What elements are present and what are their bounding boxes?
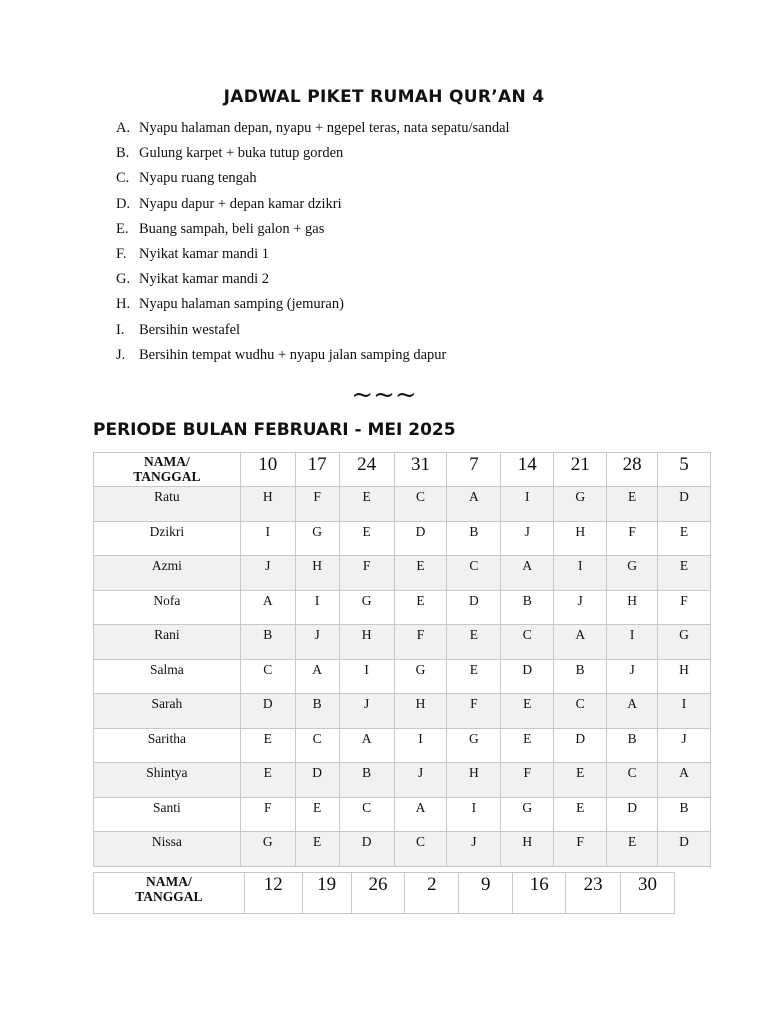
task-cell: C <box>554 694 607 729</box>
task-cell: J <box>295 625 339 660</box>
schedule-table-2 <box>93 872 675 914</box>
task-cell: A <box>295 659 339 694</box>
task-cell: B <box>339 763 394 798</box>
task-cell: C <box>501 625 554 660</box>
task-cell: E <box>394 556 447 591</box>
task-letter: G. <box>116 271 131 288</box>
task-cell: D <box>501 659 554 694</box>
task-cell: J <box>339 694 394 729</box>
date-header: 26 <box>351 873 405 914</box>
task-letter: E. <box>116 220 129 237</box>
task-cell: J <box>658 728 711 763</box>
task-cell: A <box>240 590 295 625</box>
date-header: 14 <box>501 453 554 487</box>
task-cell: D <box>240 694 295 729</box>
task-cell: G <box>658 625 711 660</box>
task-text: Gulung karpet + buka tutup gorden <box>139 145 344 162</box>
date-header: 5 <box>658 453 711 487</box>
task-cell: G <box>394 659 447 694</box>
task-cell: E <box>240 763 295 798</box>
member-name: Salma <box>94 659 241 694</box>
task-cell: J <box>394 763 447 798</box>
separator: ~~~ <box>351 380 417 410</box>
task-text: Nyapu halaman depan, nyapu + ngepel teras, nata sepatu/sandal <box>139 120 510 136</box>
task-cell: I <box>607 625 658 660</box>
task-cell: D <box>394 521 447 556</box>
task-letter: H. <box>116 296 131 313</box>
task-cell: G <box>240 832 295 867</box>
task-cell: F <box>607 521 658 556</box>
task-cell: H <box>554 521 607 556</box>
task-cell: E <box>658 521 711 556</box>
task-cell: B <box>295 694 339 729</box>
member-name: Rani <box>94 625 241 660</box>
task-cell: I <box>240 521 295 556</box>
task-cell: E <box>501 694 554 729</box>
task-cell: F <box>658 590 711 625</box>
table-row <box>94 659 711 694</box>
task-item <box>116 345 510 370</box>
task-cell: I <box>295 590 339 625</box>
task-cell: H <box>658 659 711 694</box>
task-text: Bersihin tempat wudhu + nyapu jalan samping dapur <box>139 346 447 363</box>
task-cell: J <box>447 832 501 867</box>
task-text: Bersihin westafel <box>139 321 241 338</box>
task-cell: C <box>394 832 447 867</box>
task-cell: C <box>394 487 447 522</box>
task-cell: H <box>394 694 447 729</box>
task-cell: G <box>554 487 607 522</box>
task-item <box>116 168 510 193</box>
header-line-2: TANGGAL <box>135 889 203 904</box>
schedule-table-1 <box>93 452 711 867</box>
task-cell: C <box>240 659 295 694</box>
header-line-2: TANGGAL <box>133 469 201 484</box>
task-cell: G <box>339 590 394 625</box>
date-header: 2 <box>405 873 459 914</box>
task-cell: H <box>339 625 394 660</box>
task-item <box>116 143 510 168</box>
task-cell: E <box>501 728 554 763</box>
task-cell: A <box>607 694 658 729</box>
task-cell: A <box>658 763 711 798</box>
date-header: 10 <box>240 453 295 487</box>
table-row <box>94 487 711 522</box>
date-header: 16 <box>513 873 566 914</box>
task-cell: I <box>394 728 447 763</box>
task-cell: C <box>339 797 394 832</box>
task-cell: E <box>339 487 394 522</box>
task-cell: A <box>339 728 394 763</box>
task-cell: E <box>295 832 339 867</box>
task-cell: G <box>501 797 554 832</box>
date-header: 17 <box>295 453 339 487</box>
table-row <box>94 694 711 729</box>
task-cell: C <box>447 556 501 591</box>
task-cell: I <box>501 487 554 522</box>
table-row <box>94 728 711 763</box>
name-date-header <box>94 453 241 487</box>
task-cell: B <box>607 728 658 763</box>
task-cell: J <box>554 590 607 625</box>
date-header: 30 <box>621 873 675 914</box>
task-letter: I. <box>116 321 125 338</box>
task-item <box>116 320 510 345</box>
task-cell: J <box>240 556 295 591</box>
member-name: Dzikri <box>94 521 241 556</box>
task-cell: H <box>240 487 295 522</box>
table-row <box>94 832 711 867</box>
member-name: Saritha <box>94 728 241 763</box>
member-name: Ratu <box>94 487 241 522</box>
task-cell: A <box>447 487 501 522</box>
table-row <box>94 556 711 591</box>
task-cell: A <box>501 556 554 591</box>
task-cell: E <box>240 728 295 763</box>
header-line-1: NAMA/ <box>144 454 190 469</box>
task-cell: F <box>295 487 339 522</box>
task-cell: E <box>447 625 501 660</box>
task-cell: I <box>339 659 394 694</box>
task-text: Nyapu dapur + depan kamar dzikri <box>139 195 342 212</box>
task-cell: H <box>295 556 339 591</box>
task-item <box>116 244 510 269</box>
table-header-row <box>94 873 675 914</box>
task-cell: I <box>554 556 607 591</box>
date-header: 21 <box>554 453 607 487</box>
member-name: Azmi <box>94 556 241 591</box>
task-item <box>116 118 510 143</box>
task-cell: C <box>607 763 658 798</box>
task-cell: E <box>658 556 711 591</box>
table-header-row <box>94 453 711 487</box>
member-name: Nissa <box>94 832 241 867</box>
task-cell: F <box>501 763 554 798</box>
task-cell: J <box>607 659 658 694</box>
task-cell: F <box>447 694 501 729</box>
member-name: Santi <box>94 797 241 832</box>
table-row <box>94 797 711 832</box>
task-cell: A <box>554 625 607 660</box>
date-header: 9 <box>459 873 513 914</box>
task-item <box>116 294 510 319</box>
member-name: Sarah <box>94 694 241 729</box>
task-text: Nyapu ruang tengah <box>139 170 257 187</box>
task-cell: F <box>240 797 295 832</box>
date-header: 23 <box>566 873 621 914</box>
date-header: 31 <box>394 453 447 487</box>
task-cell: D <box>295 763 339 798</box>
task-cell: G <box>295 521 339 556</box>
task-item <box>116 219 510 244</box>
name-date-header <box>94 873 245 914</box>
task-letter: D. <box>116 195 131 212</box>
date-header: 19 <box>302 873 351 914</box>
task-cell: B <box>240 625 295 660</box>
task-cell: J <box>501 521 554 556</box>
date-header: 7 <box>447 453 501 487</box>
task-cell: E <box>607 832 658 867</box>
task-cell: E <box>447 659 501 694</box>
table-row <box>94 763 711 798</box>
page-title: JADWAL PIKET RUMAH QUR’AN 4 <box>223 87 545 107</box>
task-letter: C. <box>116 170 130 187</box>
task-cell: B <box>501 590 554 625</box>
task-cell: A <box>394 797 447 832</box>
task-cell: I <box>658 694 711 729</box>
task-cell: E <box>339 521 394 556</box>
table-row <box>94 590 711 625</box>
task-cell: D <box>554 728 607 763</box>
table-row <box>94 625 711 660</box>
task-cell: H <box>607 590 658 625</box>
task-cell: D <box>658 487 711 522</box>
task-cell: D <box>339 832 394 867</box>
date-header: 28 <box>607 453 658 487</box>
task-cell: H <box>501 832 554 867</box>
task-cell: D <box>447 590 501 625</box>
task-cell: C <box>295 728 339 763</box>
table-row <box>94 521 711 556</box>
task-cell: E <box>554 763 607 798</box>
date-header: 24 <box>339 453 394 487</box>
header-line-1: NAMA/ <box>146 874 192 889</box>
task-cell: B <box>447 521 501 556</box>
task-letter: J. <box>116 346 126 363</box>
member-name: Shintya <box>94 763 241 798</box>
task-cell: H <box>447 763 501 798</box>
task-cell: D <box>607 797 658 832</box>
task-item <box>116 269 510 294</box>
task-text: Nyikat kamar mandi 2 <box>139 271 270 288</box>
task-cell: B <box>554 659 607 694</box>
task-list <box>116 118 510 370</box>
task-cell: F <box>394 625 447 660</box>
task-letter: F. <box>116 245 127 262</box>
task-cell: E <box>295 797 339 832</box>
task-cell: B <box>658 797 711 832</box>
period-heading: PERIODE BULAN FEBRUARI - MEI 2025 <box>93 420 456 440</box>
task-cell: E <box>394 590 447 625</box>
task-letter: A. <box>116 120 131 136</box>
task-text: Nyapu halaman samping (jemuran) <box>139 296 344 313</box>
task-letter: B. <box>116 145 130 162</box>
task-text: Nyikat kamar mandi 1 <box>139 245 270 262</box>
date-header: 12 <box>244 873 302 914</box>
task-cell: G <box>447 728 501 763</box>
task-text: Buang sampah, beli galon + gas <box>139 220 325 237</box>
task-cell: E <box>554 797 607 832</box>
task-cell: D <box>658 832 711 867</box>
task-cell: I <box>447 797 501 832</box>
task-cell: E <box>607 487 658 522</box>
task-cell: F <box>339 556 394 591</box>
task-cell: G <box>607 556 658 591</box>
task-item <box>116 194 510 219</box>
member-name: Nofa <box>94 590 241 625</box>
task-cell: F <box>554 832 607 867</box>
